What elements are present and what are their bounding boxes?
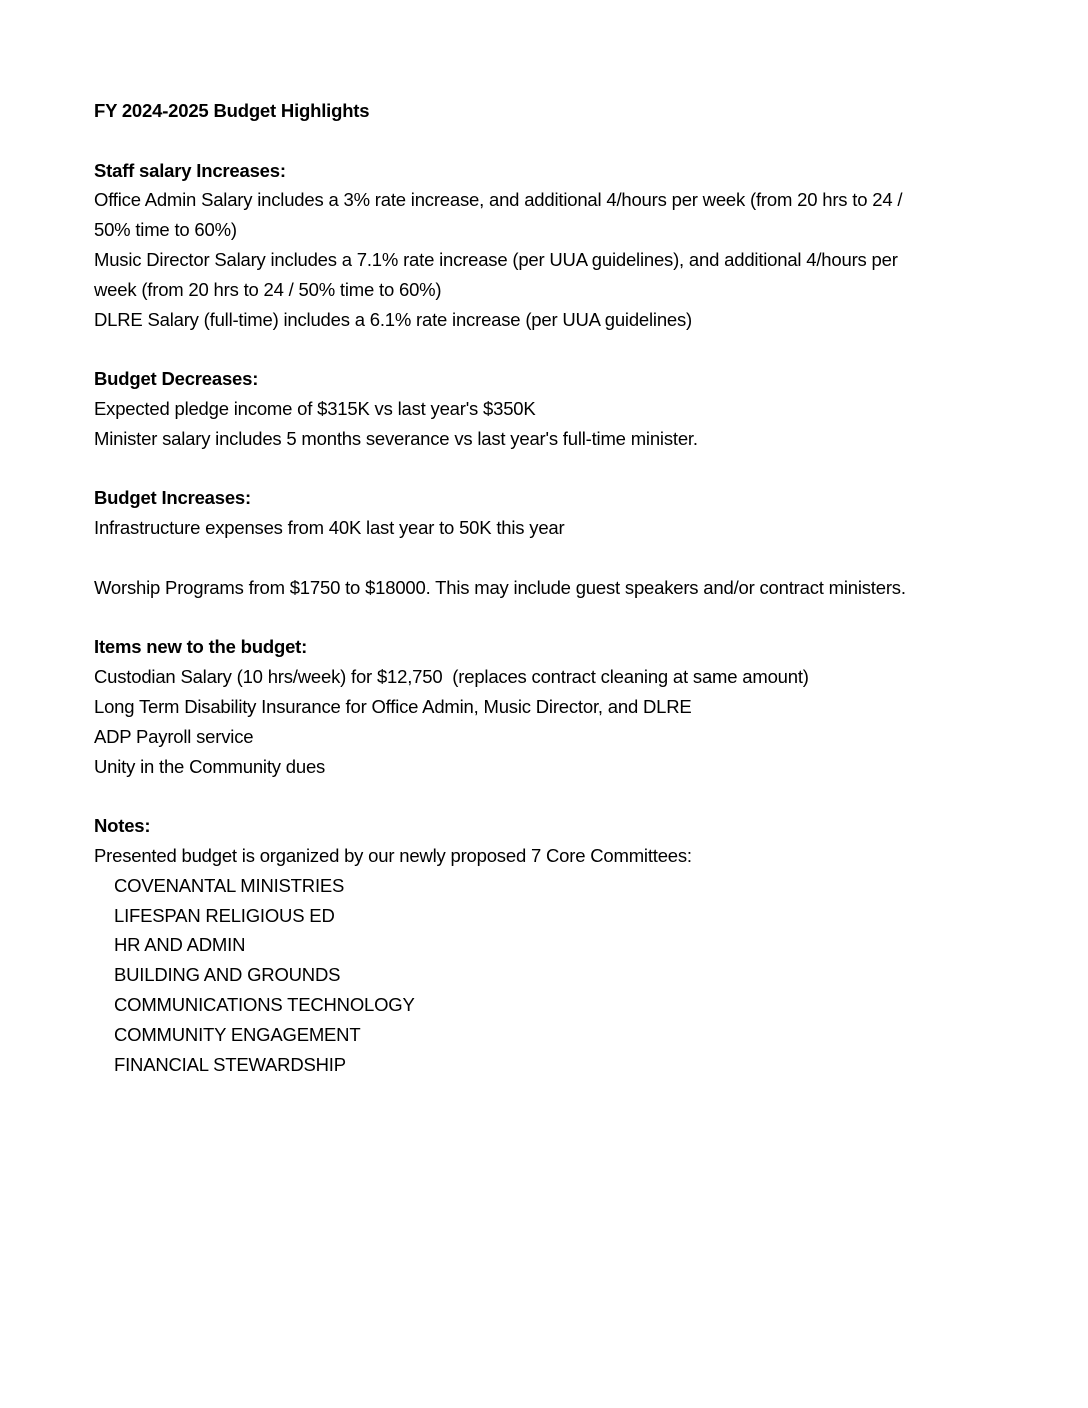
staff-salary-line: week (from 20 hrs to 24 / 50% time to 60%): [94, 278, 442, 300]
section-heading-notes: Notes:: [94, 815, 151, 837]
staff-salary-line: 50% time to 60%): [94, 219, 237, 241]
notes-intro: Presented budget is organized by our newly proposed 7 Core Committees:: [94, 844, 692, 866]
committee-item: LIFESPAN RELIGIOUS ED: [114, 904, 335, 926]
staff-salary-line: DLRE Salary (full-time) includes a 6.1% rate increase (per UUA guidelines): [94, 308, 693, 330]
committee-item: BUILDING AND GROUNDS: [114, 964, 341, 986]
budget-increase-line: Worship Programs from $1750 to $18000. This may include guest speakers and/or contract ministers.: [94, 576, 906, 598]
new-item-line: Custodian Salary (10 hrs/week) for $12,750 (replaces contract cleaning at same amount): [94, 666, 809, 688]
new-item-line: ADP Payroll service: [94, 725, 254, 747]
budget-decrease-line: Expected pledge income of $315K vs last year's $350K: [94, 397, 536, 419]
spacer: [94, 543, 974, 573]
new-item-line: Unity in the Community dues: [94, 755, 326, 777]
document-title: FY 2024-2025 Budget Highlights: [94, 100, 370, 121]
section-heading-budget-increases: Budget Increases:: [94, 487, 251, 509]
staff-salary-line: Office Admin Salary includes a 3% rate increase, and additional 4/hours per week (from 20 hrs to 24 /: [94, 189, 903, 211]
budget-increase-line: Infrastructure expenses from 40K last year to 50K this year: [94, 517, 565, 539]
section-heading-budget-decreases: Budget Decreases:: [94, 368, 259, 390]
spacer: [94, 603, 974, 633]
section-heading-staff-salary: Staff salary Increases:: [94, 159, 286, 181]
committee-item: COVENANTAL MINISTRIES: [114, 874, 345, 896]
document-body: [94, 96, 974, 1079]
spacer: [94, 126, 974, 156]
budget-decrease-line: Minister salary includes 5 months severance vs last year's full-time minister.: [94, 427, 698, 449]
committee-item: COMMUNICATIONS TECHNOLOGY: [114, 993, 415, 1015]
spacer: [94, 334, 974, 364]
committee-item: HR AND ADMIN: [114, 934, 246, 956]
committee-item: FINANCIAL STEWARDSHIP: [114, 1053, 346, 1075]
spacer: [94, 454, 974, 484]
spacer: [94, 781, 974, 811]
new-item-line: Long Term Disability Insurance for Office Admin, Music Director, and DLRE: [94, 695, 692, 717]
committee-item: COMMUNITY ENGAGEMENT: [114, 1023, 361, 1045]
section-heading-new-items: Items new to the budget:: [94, 636, 308, 658]
staff-salary-line: Music Director Salary includes a 7.1% rate increase (per UUA guidelines), and additional 4/hours per: [94, 248, 898, 270]
